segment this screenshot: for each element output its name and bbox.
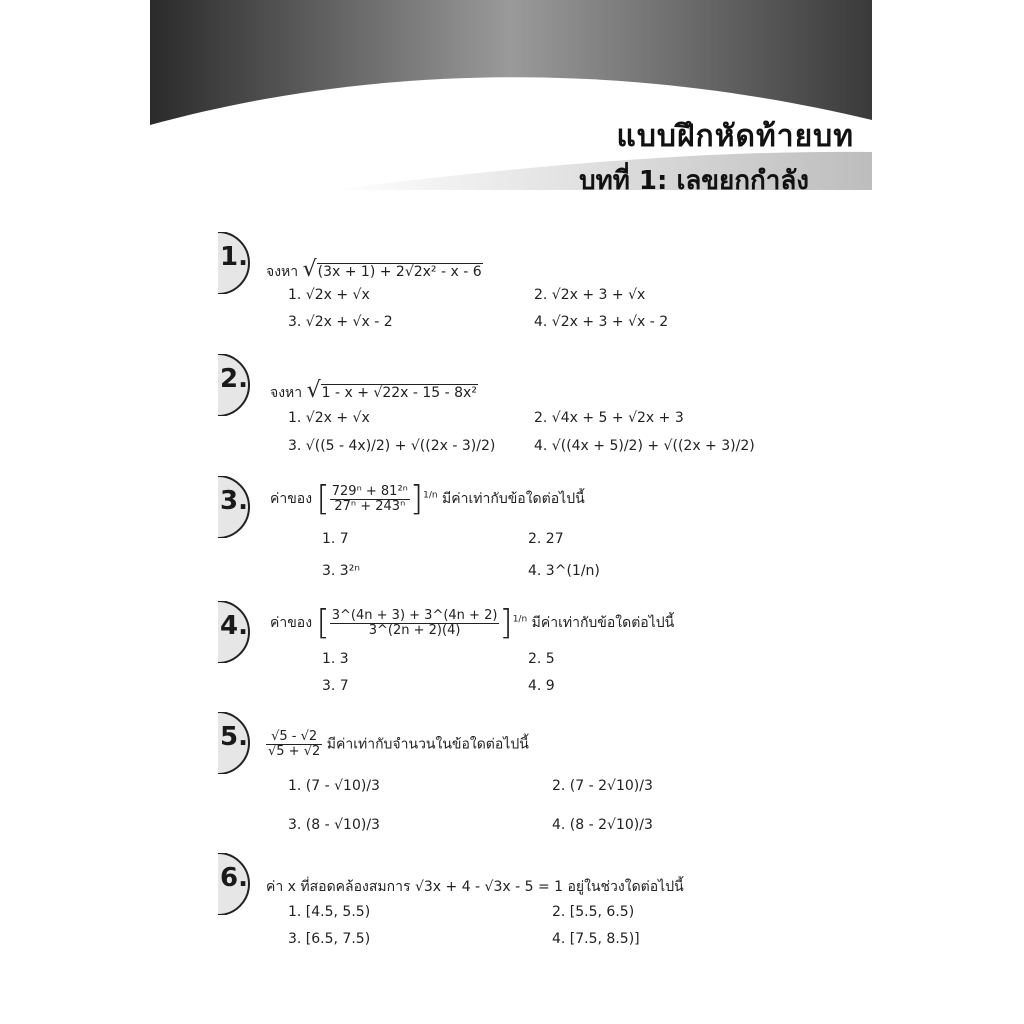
question-2: จงหา √1 - x + √22x - 15 - 8x² (270, 378, 477, 403)
question-3: ค่าของ [ $\frac{\text{729ⁿ + 81²ⁿ}}{\text{27ⁿ + 243ⁿ}}$ ]$^{1/n}$ มีค่าเท่ากับข้อใดต่อไปนี้ (270, 479, 585, 519)
question-6-option-3[interactable]: 3. [6.5, 7.5) (288, 931, 371, 947)
question-4: ค่าของ [ $\frac{3\^{}(4n + 3) + 3\^{}(4n + 2)}{3\^{}(2n + 2)(4)}$ ]$^{1/n}$ มีค่าเท่ากับข้อใดต่อไปนี้ (270, 603, 675, 643)
question-1-option-2[interactable]: 2. √2x + 3 + √x (534, 287, 646, 303)
question-2-option-2[interactable]: 2. √4x + 5 + √2x + 3 (534, 410, 684, 426)
question-5-option-1[interactable]: 1. (7 - √10)/3 (288, 778, 380, 794)
question-2-option-3[interactable]: 3. √((5 - 4x)/2) + √((2x - 3)/2) (288, 438, 496, 454)
question-1-option-1[interactable]: 1. √2x + √x (288, 287, 370, 303)
question-5-option-2[interactable]: 2. (7 - 2√10)/3 (552, 778, 653, 794)
question-4-option-2[interactable]: 2. 5 (528, 651, 555, 667)
question-5-option-3[interactable]: 3. (8 - √10)/3 (288, 817, 380, 833)
page-title: แบบฝึกหัดท้ายบท (616, 119, 854, 154)
question-number-4: 4. (218, 601, 250, 663)
question-3-option-3[interactable]: 3. 3²ⁿ (322, 563, 360, 579)
question-6-option-2[interactable]: 2. [5.5, 6.5) (552, 904, 635, 920)
page-subtitle: บทที่ 1: เลขยกกำลัง (579, 166, 809, 196)
question-number-5: 5. (218, 712, 250, 774)
question-6-option-4[interactable]: 4. [7.5, 8.5)] (552, 931, 640, 947)
question-4-fraction: $\frac{3\^{}(4n + 3) + 3\^{}(4n + 2)}{3\^{}(2n + 2)(4)}$ (331, 607, 498, 638)
question-1: จงหา √(3x + 1) + 2√2x² - x - 6 (266, 257, 482, 282)
question-5-fraction: $\frac{√5 - √2}{√5 + √2}$ (268, 729, 321, 759)
question-3-option-2[interactable]: 2. 27 (528, 531, 564, 547)
question-number-3: 3. (218, 476, 250, 538)
question-number-1: 1. (218, 232, 250, 294)
question-number-2: 2. (218, 354, 250, 416)
question-2-option-4[interactable]: 4. √((4x + 5)/2) + √((2x + 3)/2) (534, 438, 755, 454)
question-5-option-4[interactable]: 4. (8 - 2√10)/3 (552, 817, 653, 833)
question-3-option-1[interactable]: 1. 7 (322, 531, 349, 547)
question-5: $\frac{√5 - √2}{√5 + √2}$ มีค่าเท่ากับจำนวนในข้อใดต่อไปนี้ (268, 729, 529, 759)
question-4-option-3[interactable]: 3. 7 (322, 678, 349, 694)
question-3-option-4[interactable]: 4. 3^(1/n) (528, 563, 600, 579)
question-1-option-3[interactable]: 3. √2x + √x - 2 (288, 314, 393, 330)
question-number-6: 6. (218, 853, 250, 915)
question-6-option-1[interactable]: 1. [4.5, 5.5) (288, 904, 371, 920)
question-3-fraction: $\frac{\text{729ⁿ + 81²ⁿ}}{\text{27ⁿ + 243ⁿ}}$ (331, 483, 408, 514)
question-4-option-1[interactable]: 1. 3 (322, 651, 349, 667)
question-2-option-1[interactable]: 1. √2x + √x (288, 410, 370, 426)
question-6: ค่า x ที่สอดคล้องสมการ √3x + 4 - √3x - 5 = 1 อยู่ในช่วงใดต่อไปนี้ (266, 879, 684, 895)
question-1-option-4[interactable]: 4. √2x + 3 + √x - 2 (534, 314, 669, 330)
question-4-option-4[interactable]: 4. 9 (528, 678, 555, 694)
